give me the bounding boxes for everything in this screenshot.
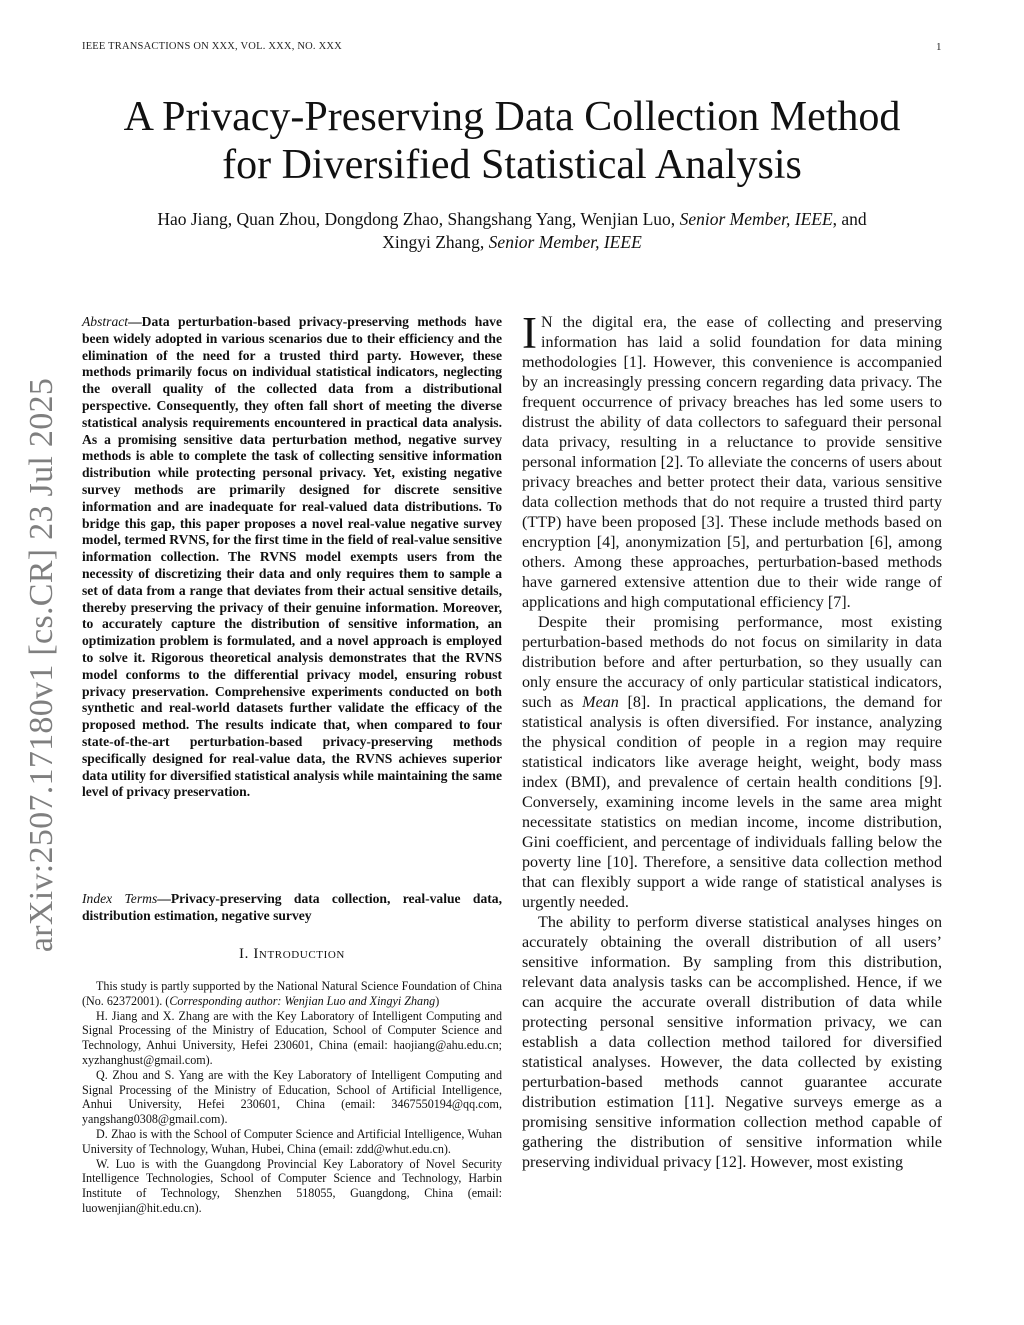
footnote-funding-text: This study is partly supported by the National Natural Science Foundation of China (No. 62372001). ( bbox=[82, 979, 502, 1008]
title-line-1: A Privacy-Preserving Data Collection Method bbox=[123, 94, 901, 140]
intro-paragraph-3: The ability to perform diverse statistical analyses hinges on accurately obtaining the overall distribution of all users’ sensitive information. By sampling from this distribution, relevant data analysis tasks can be accomplished. Hence, if we can acquire the accurate overall distribution of data while protecting personal sensitive information privacy, we can establish a data collection method tailored for diversified statistical analyses. However, the data collected by existing perturbation-based methods cannot guarantee accurate distribution estimation [11]. Negative surveys emerge as a promising sensitive information collection method capable of gathering the distribution of sensitive information while preserving individual privacy [12]. However, most existing bbox=[522, 914, 942, 1171]
intro-paragraph-1 bbox=[522, 308, 942, 613]
drop-cap: I bbox=[522, 308, 537, 358]
intro-paragraph-2 bbox=[522, 613, 942, 913]
author-role-1: Senior Member, IEEE bbox=[679, 209, 833, 229]
index-terms-text: —Privacy-preserving data collection, real-value data, distribution estimation, negative survey bbox=[82, 891, 502, 923]
footnote-affiliation-zhao: D. Zhao is with the School of Computer Science and Artificial Intelligence, Wuhan University of Technology, Wuhan, Hubei, China (email: zdd@whut.edu.cn). bbox=[82, 1126, 502, 1156]
section-heading-introduction bbox=[82, 946, 502, 963]
introduction-body bbox=[522, 308, 942, 1173]
title-line-2: for Diversified Statistical Analysis bbox=[222, 142, 802, 188]
footnote-affiliation-zhou-yang: Q. Zhou and S. Yang are with the Key Laboratory of Intelligent Computing and Signal Processing of the Ministry of Education, School of Artificial Intelligence, Anhui University, Hefei 230601, China (email: 3467550194@qq.com, yangshang0308@gmail.com). bbox=[82, 1067, 502, 1127]
footnote-funding-end: ) bbox=[435, 993, 440, 1008]
abstract bbox=[82, 314, 502, 801]
authors-part-2: , and bbox=[832, 209, 867, 229]
authors-part-1: Hao Jiang, Quan Zhou, Dongdong Zhao, Shangshang Yang, Wenjian Luo, bbox=[157, 209, 680, 229]
section-title: Introduction bbox=[253, 946, 345, 962]
footnote-affiliation-jiang-zhang: H. Jiang and X. Zhang are with the Key Laboratory of Intelligent Computing and Signal Processing of the Ministry of Education, School of Computer Science and Technology, Anhui University, Hefei 230601, China (email: haojiang@ahu.edu.cn; xyzhanghust@gmail.com). bbox=[82, 1008, 502, 1067]
index-terms bbox=[82, 891, 502, 925]
math-mean: Mean bbox=[582, 694, 619, 711]
footnote-funding bbox=[82, 979, 502, 1009]
intro-paragraph-2-text-b: [8]. In practical applications, the demand for statistical analysis is often diversified. For instance, analyzing the physical condition of people in a region may require statistical indicators like average height, weight, body mass index (BMI), and prevalence of certain health conditions [9]. Conversely, examining income levels in the same area might necessitate statistics on median income, income distribution, Gini coefficient, and percentage of individuals falling below the poverty line [10]. Therefore, a sensitive data collection method that can flexibly support a wide range of statistical analyses is urgently needed. bbox=[522, 694, 942, 911]
intro-paragraph-1-text: the digital era, the ease of collecting and preserving information has laid a solid foundation for data mining methodologies [1]. However, this convenience is accompanied by an increasingly pressing concern regarding data privacy. The frequent occurrence of privacy breaches has led some users to distrust the ability of data collectors to safeguard their personal data privacy, resulting in a reluctance to provide sensitive personal information [2]. To alleviate the concerns of users about privacy breaches and better protect their data, various sensitive data collection methods that do not require a trusted third party (TTP) have been proposed [3]. These include methods based on encryption [4], anonymization [5], and perturbation [6], among others. Among these approaches, perturbation-based methods have garnered extensive attention due to their wide range of applications and high computational efficiency [7]. bbox=[522, 314, 942, 611]
footnote-affiliation-luo: W. Luo is with the Guangdong Provincial Key Laboratory of Novel Security Intelligence Technologies, School of Computer Science and Technology, Harbin Institute of Technology, Shenzhen 518055, Guangdong, China (email: luowenjian@hit.edu.cn). bbox=[82, 1156, 502, 1215]
running-header: IEEE TRANSACTIONS ON XXX, VOL. XXX, NO. XXX bbox=[82, 41, 342, 52]
abstract-text: —Data perturbation-based privacy-preserving methods have been widely adopted in various scenarios due to their efficiency and the elimination of the need for a trusted third party. However, these methods primarily focus on individual statistical indicators, neglecting the overall quality of the collected data from a distributional perspective. Consequently, they often fall short of meeting the diverse statistical analysis requirements encountered in practical data analysis. As a promising sensitive data perturbation method, negative survey methods is able to complete the task of collecting sensitive information distribution while protecting personal privacy. Yet, existing negative survey methods are primarily designed for discrete sensitive information and are inadequate for real-valued data distributions. To bridge this gap, this paper proposes a novel real-value negative survey model, termed RVNS, for the first time in the field of real-value sensitive information collection. The RVNS model exempts users from the necessity of discretizing their data and only requires them to sample a set of data from a range that deviates from their actual sensitive details, thereby preserving the privacy of their genuine information. Moreover, to accurately capture the distribution of sensitive information, an optimization problem is formulated, and a novel approach is employed to solve it. Rigorous theoretical analysis demonstrates that the RVNS model conforms to the differential privacy model, ensuring robust privacy preservation. Comprehensive experiments conducted on both synthetic and real-world datasets further validate the efficacy of the proposed method. The results indicate that, when compared to four state-of-the-art perturbation-based privacy-preserving methods specifically designed for real-value data, the RVNS achieves superior data utility for diversified statistical analysis while maintaining the same level of privacy preservation. bbox=[82, 314, 502, 800]
page-number: 1 bbox=[936, 41, 942, 53]
first-word-rest: N bbox=[541, 314, 553, 331]
authors-part-3: Xingyi Zhang, bbox=[382, 232, 489, 252]
abstract-label: Abstract bbox=[82, 314, 129, 329]
author-list bbox=[70, 208, 954, 254]
author-role-2: Senior Member, IEEE bbox=[488, 232, 642, 252]
arxiv-stamp: arXiv:2507.17180v1 [cs.CR] 23 Jul 2025 bbox=[23, 377, 60, 953]
intro-paragraph-2-text-a: Despite their promising performance, most existing perturbation-based methods do not focus on similarity in data distribution before and after perturbation, so they usually can only ensure the accuracy of only particular statistical indicators, such as bbox=[522, 614, 942, 711]
index-terms-label: Index Terms bbox=[82, 891, 158, 906]
section-number: I. bbox=[239, 946, 249, 962]
footnote-corresponding: Corresponding author: Wenjian Luo and Xingyi Zhang bbox=[169, 993, 436, 1008]
paper-title bbox=[60, 93, 964, 189]
footnotes bbox=[82, 979, 502, 1216]
